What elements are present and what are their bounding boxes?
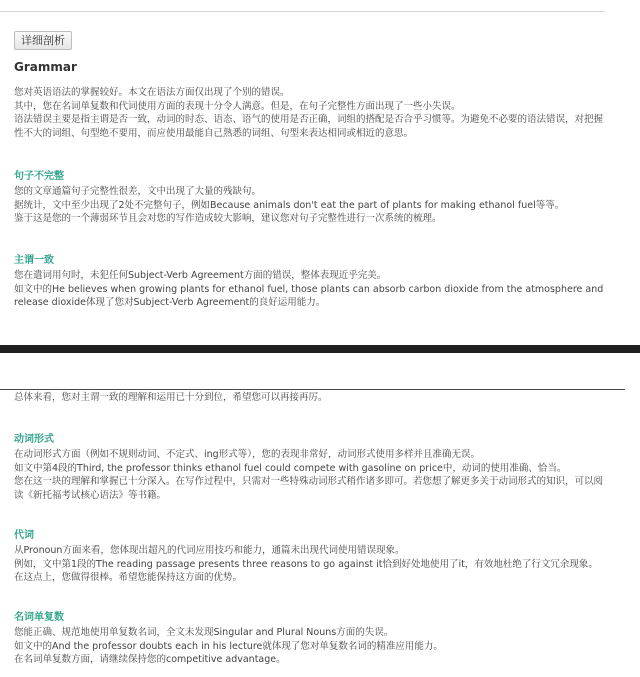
agreement-continued <box>14 391 624 405</box>
section-line: 例如，文中第1段的The reading passage presents three reasons to go against it恰到好处地使用了it，有效地杜绝了行文冗余现象。 <box>14 558 598 570</box>
grammar-intro <box>14 86 624 140</box>
section-heading: 代词 <box>14 530 34 541</box>
section-line: 您的文章通篇句子完整性很差，文中出现了大量的残缺句。 <box>14 186 262 197</box>
section-line: 如文中第4段的Third, the professor thinks ethanol fuel could compete with gasoline on price中，动词的使用准确、恰当。 <box>14 462 567 474</box>
section-line: 如文中的And the professor doubts each in his lecture就体现了您对单复数名词的精准应用能力。 <box>14 640 443 652</box>
report-panel-bottom <box>0 353 640 677</box>
intro-line: 性不大的词组、句型绝不要用，而应使用最能自己熟悉的词组、句型来表达相同或相近的意思。 <box>14 127 414 139</box>
intro-line: 您对英语语法的掌握较好。本文在语法方面仅出现了个别的错误。 <box>14 87 290 98</box>
detail-analysis-button[interactable]: 详细剖析 <box>14 31 72 50</box>
section-line: 如文中的He believes when growing plants for ethanol fuel, those plants can absorb carbon dioxide from the atmosphere and <box>14 283 604 295</box>
divider <box>0 389 625 390</box>
section-pronouns <box>14 529 624 585</box>
section-line: 从Pronoun方面来看，您体现出超凡的代词应用技巧和能力，通篇未出现代词使用错误现象。 <box>14 545 405 556</box>
section-line: 在这点上，您做得很棒。希望您能保持这方面的优势。 <box>14 572 243 583</box>
section-heading: 动词形式 <box>14 434 54 445</box>
section-singular-plural-nouns <box>14 611 624 667</box>
section-title-grammar: Grammar <box>14 60 77 74</box>
divider <box>0 11 605 12</box>
section-line: 在名词单复数方面，请继续保持您的competitive advantage。 <box>14 654 286 665</box>
section-line: 据统计，文中至少出现了2处不完整句子，例如Because animals don't eat the part of plants for making ethanol fuel等等。 <box>14 199 565 211</box>
section-line: 在动词形式方面（例如不规则动词、不定式、ing形式等），您的表现非常好，动词形式使用多样并且准确无误。 <box>14 449 480 460</box>
section-line: 您能正确、规范地使用单复数名词，全文未发现Singular and Plural Nouns方面的失误。 <box>14 627 394 638</box>
section-subject-verb-agreement <box>14 254 624 310</box>
screenshot-separator <box>0 345 640 353</box>
section-line: release dioxide体现了您对Subject-Verb Agreement的良好运用能力。 <box>14 297 326 308</box>
section-line: 读《新托福考试核心语法》等书籍。 <box>14 489 167 501</box>
section-line: 您在这一块的理解和掌握已十分深入。在写作过程中，只需对一些特殊动词形式稍作诸多即可。若您想了解更多关于动词形式的知识，可以阅 <box>14 476 604 487</box>
intro-line: 语法错误主要是指主谓是否一致，动词的时态、语态、语气的使用是否正确，词组的搭配是否合乎习惯等。为避免不必要的语法错误，对把握 <box>14 114 604 125</box>
section-line: 鉴于这是您的一个薄弱环节且会对您的写作造成较大影响，建议您对句子完整性进行一次系统的梳理。 <box>14 213 442 224</box>
section-heading: 主谓一致 <box>14 255 54 266</box>
section-line: 您在遣词用句时，未犯任何Subject-Verb Agreement方面的错误，整体表现近乎完美。 <box>14 270 387 281</box>
section-sentence-completeness <box>14 170 624 226</box>
section-heading: 名词单复数 <box>14 612 64 623</box>
section-verb-forms <box>14 433 624 502</box>
intro-line: 其中，您在名词单复数和代词使用方面的表现十分令人满意。但是，在句子完整性方面出现了一些小失误。 <box>14 100 461 112</box>
section-heading: 句子不完整 <box>14 171 64 182</box>
section-line: 总体来看，您对主谓一致的理解和运用已十分到位，希望您可以再接再厉。 <box>14 392 328 403</box>
